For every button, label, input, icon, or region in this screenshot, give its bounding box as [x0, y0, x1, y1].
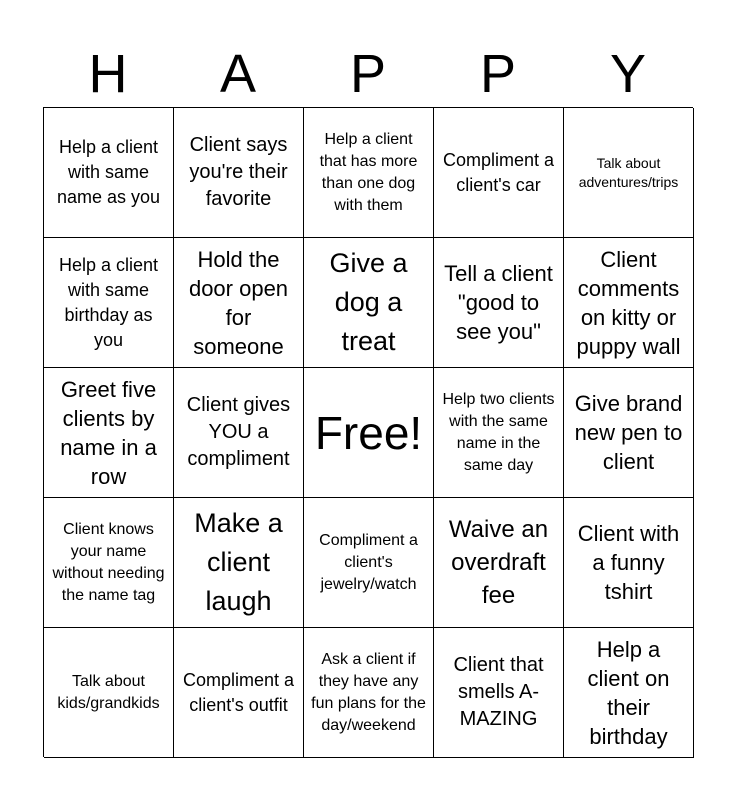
bingo-cell-text: Tell a client "good to see you": [444, 261, 553, 344]
bingo-cell[interactable]: [564, 108, 694, 238]
bingo-cell[interactable]: [304, 628, 434, 758]
bingo-cell[interactable]: [174, 628, 304, 758]
bingo-cell-text: Talk about kids/grandkids: [57, 672, 160, 712]
bingo-cell-text: Give brand new pen to client: [574, 391, 683, 474]
bingo-cell[interactable]: [44, 238, 174, 368]
bingo-cell-text: Help a client that has more than one dog with them: [319, 130, 418, 214]
bingo-cell[interactable]: [44, 498, 174, 628]
bingo-cell[interactable]: [304, 108, 434, 238]
bingo-cell-text: Client knows your name without needing the name tag: [52, 520, 165, 604]
bingo-cell-text: Client that smells A-MAZING: [453, 654, 544, 730]
bingo-cell-text: Help two clients with the same name in the same day: [442, 390, 555, 474]
bingo-cell-text: Talk about adventures/trips: [578, 154, 679, 190]
bingo-cell-text: Compliment a client's jewelry/watch: [319, 531, 418, 593]
bingo-cell-text: Greet five clients by name in a row: [60, 376, 157, 489]
bingo-board: [43, 107, 693, 757]
free-space[interactable]: [304, 368, 434, 498]
free-space-text: Free!: [314, 406, 423, 459]
bingo-cell[interactable]: [564, 498, 694, 628]
bingo-cell[interactable]: [434, 628, 564, 758]
bingo-cell-text: Help a client with same birthday as you: [58, 254, 159, 350]
bingo-cell[interactable]: [304, 238, 434, 368]
bingo-cell-text: Ask a client if they have any fun plans for the day/weekend: [311, 650, 426, 734]
bingo-cell[interactable]: [44, 628, 174, 758]
bingo-cell[interactable]: [434, 498, 564, 628]
bingo-cell[interactable]: [564, 238, 694, 368]
bingo-cell[interactable]: [434, 238, 564, 368]
bingo-cell-text: Make a client laugh: [194, 508, 283, 616]
bingo-cell-text: Client comments on kitty or puppy wall: [576, 246, 681, 359]
bingo-cell[interactable]: [564, 368, 694, 498]
bingo-cell[interactable]: [174, 108, 304, 238]
header-letter-p2: P: [479, 44, 517, 104]
bingo-cell-text: Give a dog a treat: [329, 248, 408, 356]
bingo-cell-text: Waive an overdraft fee: [448, 516, 549, 609]
header-letter-h: H: [88, 44, 128, 104]
header-letter-y: Y: [609, 44, 647, 104]
bingo-cell-text: Help a client with same name as you: [56, 137, 161, 207]
bingo-cell-text: Compliment a client's car: [442, 149, 555, 195]
bingo-cell-text: Client with a funny tshirt: [577, 521, 680, 604]
bingo-cell[interactable]: [174, 498, 304, 628]
bingo-cell[interactable]: [434, 368, 564, 498]
bingo-cell[interactable]: [564, 628, 694, 758]
bingo-header: [43, 40, 693, 108]
bingo-cell-text: Client says you're their favorite: [189, 134, 288, 210]
bingo-cell[interactable]: [44, 368, 174, 498]
bingo-cell[interactable]: [44, 108, 174, 238]
bingo-cell[interactable]: [174, 238, 304, 368]
bingo-cell-text: Compliment a client's outfit: [182, 669, 295, 715]
bingo-cell-text: Client gives YOU a compliment: [186, 394, 291, 470]
bingo-cell[interactable]: [304, 498, 434, 628]
header-letter-p1: P: [349, 44, 387, 104]
bingo-cell-text: Help a client on their birthday: [587, 636, 670, 749]
header-letter-a: A: [219, 44, 257, 104]
bingo-cell[interactable]: [434, 108, 564, 238]
bingo-cell-text: Hold the door open for someone: [188, 246, 289, 359]
bingo-cell[interactable]: [174, 368, 304, 498]
